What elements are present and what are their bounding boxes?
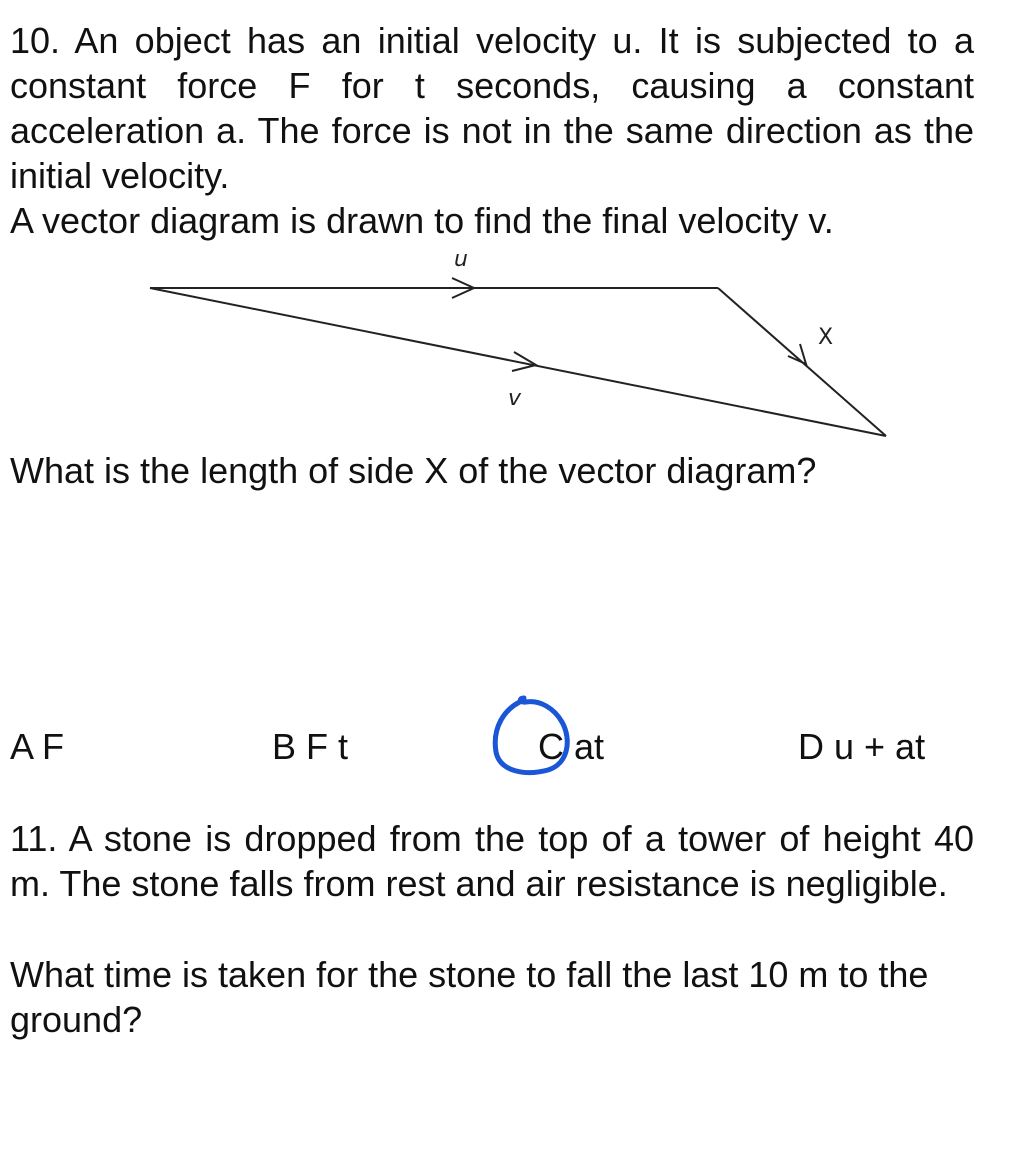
- question-11-stem: 11. A stone is dropped from the top of a tower of height 40 m. The stone falls from rest and air resistance is negligible.: [10, 818, 974, 904]
- option-c[interactable]: C at: [538, 726, 605, 767]
- vector-x-arrowhead: [788, 344, 806, 364]
- vector-v-label: v: [508, 386, 522, 411]
- vector-v-line: [150, 288, 886, 436]
- option-a[interactable]: A F: [10, 726, 65, 767]
- question-10-stem: 10. An object has an initial velocity u. It is subjected to a constant force F for t seconds, causing a constant acceleration a. The force is not in the same direction as the initial velocity.: [10, 20, 974, 196]
- vector-x-label: X: [818, 325, 834, 350]
- question-11-prompt: What time is taken for the stone to fall the last 10 m to the ground?: [10, 954, 929, 1040]
- question-10-diagram-intro: A vector diagram is drawn to find the final velocity v.: [10, 200, 834, 241]
- handwritten-answer-circle: [486, 690, 582, 786]
- option-b[interactable]: B F t: [272, 726, 349, 767]
- vector-diagram: [0, 240, 1024, 450]
- question-10-prompt: What is the length of side X of the vector diagram?: [10, 450, 817, 491]
- vector-u-label: u: [454, 247, 468, 272]
- option-d[interactable]: D u + at: [798, 726, 926, 767]
